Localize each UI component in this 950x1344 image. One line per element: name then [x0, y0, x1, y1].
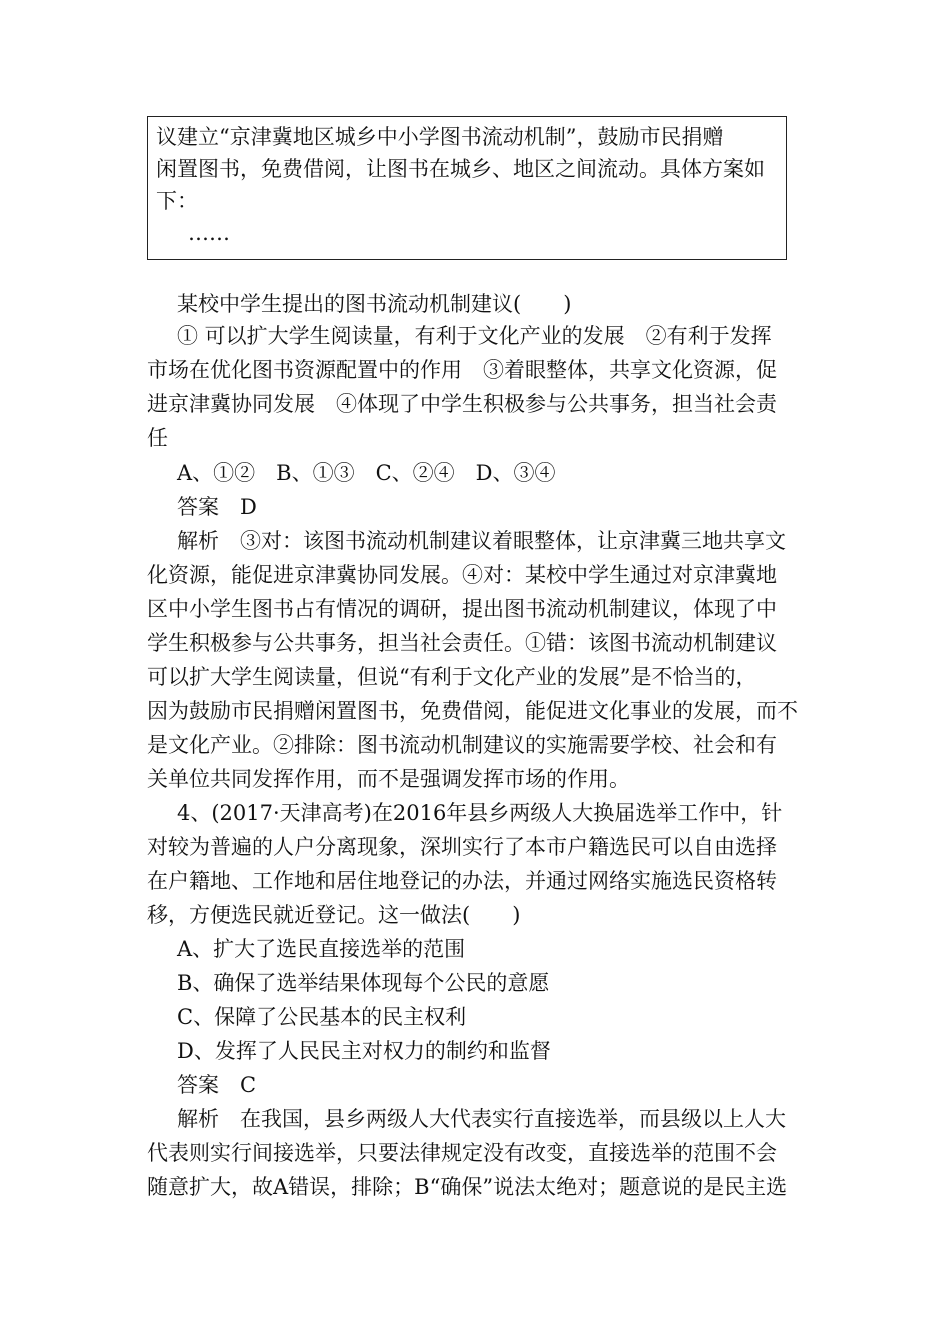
question-4-stem: 在户籍地、工作地和居住地登记的办法，并通过网络实施选民资格转: [147, 869, 777, 893]
question-4-stem: 移，方便选民就近登记。这一做法( ): [147, 903, 521, 927]
question-3-options: A、①② B、①③ C、②④ D、③④: [177, 461, 556, 485]
question-4-analysis: 解析 在我国，县乡两级人大代表实行直接选举，而县级以上人大: [177, 1107, 786, 1131]
question-4-stem: 对较为普遍的人户分离现象，深圳实行了本市户籍选民可以自由选择: [147, 835, 777, 859]
question-4-answer: 答案 C: [177, 1073, 257, 1097]
question-3-analysis: 关单位共同发挥作用，而不是强调发挥市场的作用。: [147, 767, 630, 791]
question-4-option-d: D、发挥了人民民主对权力的制约和监督: [177, 1039, 551, 1063]
question-3-analysis: 区中小学生图书占有情况的调研，提出图书流动机制建议，体现了中: [147, 597, 777, 621]
question-3-answer: 答案 D: [177, 495, 257, 519]
question-3-statement: 进京津冀协同发展 ④体现了中学生积极参与公共事务，担当社会责: [147, 392, 777, 416]
question-3-stem: 某校中学生提出的图书流动机制建议( ): [177, 292, 572, 316]
material-line: 议建立“京津冀地区城乡中小学图书流动机制”，鼓励市民捐赠: [156, 125, 724, 149]
question-4-stem: 4、(2017·天津高考)在2016年县乡两级人大换届选举工作中，针: [177, 801, 783, 825]
question-4-option-b: B、确保了选举结果体现每个公民的意愿: [177, 971, 550, 995]
question-3-analysis: 因为鼓励市民捐赠闲置图书，免费借阅，能促进文化事业的发展，而不: [147, 699, 798, 723]
question-3-analysis: 化资源，能促进京津冀协同发展。④对：某校中学生通过对京津冀地: [147, 563, 777, 587]
material-box: [147, 116, 787, 260]
question-4-analysis: 随意扩大，故A错误，排除；B“确保”说法太绝对；题意说的是民主选: [147, 1175, 788, 1199]
question-3-analysis: 可以扩大学生阅读量，但说“有利于文化产业的发展”是不恰当的，: [147, 665, 757, 689]
question-4-option-a: A、扩大了选民直接选举的范围: [177, 937, 466, 961]
material-ellipsis: ……: [188, 221, 230, 245]
question-3-analysis: 学生积极参与公共事务，担当社会责任。①错：该图书流动机制建议: [147, 631, 777, 655]
question-4-analysis: 代表则实行间接选举，只要法律规定没有改变，直接选举的范围不会: [147, 1141, 777, 1165]
question-3-statement: 任: [147, 426, 168, 450]
question-3-analysis: 解析 ③对：该图书流动机制建议着眼整体，让京津冀三地共享文: [177, 529, 786, 553]
material-line: 下：: [156, 189, 198, 213]
question-3-statement: ① 可以扩大学生阅读量，有利于文化产业的发展 ②有利于发挥: [177, 324, 772, 348]
question-4-option-c: C、保障了公民基本的民主权利: [177, 1005, 467, 1029]
material-line: 闲置图书，免费借阅，让图书在城乡、地区之间流动。具体方案如: [156, 157, 765, 181]
question-3-analysis: 是文化产业。②排除：图书流动机制建议的实施需要学校、社会和有: [147, 733, 777, 757]
question-3-statement: 市场在优化图书资源配置中的作用 ③着眼整体，共享文化资源，促: [147, 358, 777, 382]
